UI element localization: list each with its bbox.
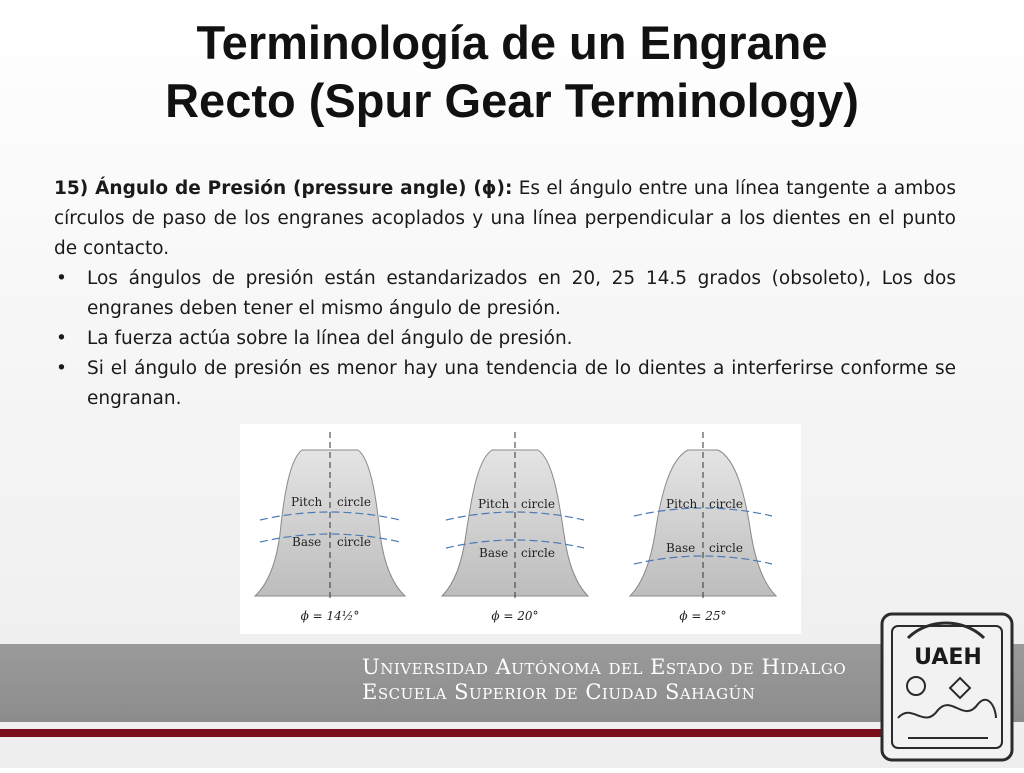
seal-text: UAEH bbox=[914, 645, 982, 670]
footer-red-line bbox=[0, 729, 890, 737]
gear-tooth-14-5 bbox=[255, 432, 405, 623]
angle-label-2: ϕ = 20° bbox=[491, 609, 539, 623]
base-circle-label-2: circle bbox=[521, 546, 555, 560]
bullet-item bbox=[54, 324, 956, 354]
bullet-text: La fuerza actúa sobre la línea del ángulo de presión. bbox=[87, 328, 573, 349]
bullet-dot-icon: • bbox=[56, 358, 67, 379]
gear-tooth-diagram bbox=[240, 424, 801, 634]
bullet-dot-icon: • bbox=[56, 328, 67, 349]
gear-tooth-figure bbox=[240, 424, 801, 634]
pitch-label-3: Pitch bbox=[666, 497, 698, 511]
bullet-item bbox=[54, 264, 956, 324]
gear-tooth-25 bbox=[630, 432, 776, 623]
base-label-3: Base bbox=[666, 541, 696, 555]
bullet-list bbox=[54, 264, 956, 414]
slide-body bbox=[54, 174, 956, 414]
seal-icon bbox=[868, 598, 1024, 768]
angle-label-1: ϕ = 14½° bbox=[300, 609, 360, 623]
bullet-item bbox=[54, 354, 956, 414]
university-seal-logo bbox=[868, 598, 1024, 768]
pitch-circle-label-2: circle bbox=[521, 497, 555, 511]
bullet-text: Los ángulos de presión están estandarizados en 20, 25 14.5 grados (obsoleto), Los dos engranes deben tener el mismo ángulo de presión. bbox=[87, 268, 956, 319]
definition-paragraph bbox=[54, 174, 956, 264]
base-label-1: Base bbox=[292, 535, 322, 549]
pitch-label-1: Pitch bbox=[291, 495, 323, 509]
definition-term: 15) Ángulo de Presión (pressure angle) (ϕ): bbox=[54, 178, 513, 199]
bullet-dot-icon: • bbox=[56, 268, 67, 289]
pitch-label-2: Pitch bbox=[478, 497, 510, 511]
university-name: Universidad Autónoma del Estado de Hidalgo bbox=[362, 655, 847, 679]
definition-text: Es el ángulo entre una línea tangente a ambos círculos de paso de los engranes acoplados y una línea perpendicular a los dientes en el punto de contacto. bbox=[54, 178, 956, 259]
base-circle-label-3: circle bbox=[709, 541, 743, 555]
school-name: Escuela Superior de Ciudad Sahagún bbox=[362, 680, 756, 704]
title-line-1: Terminología de un Engrane bbox=[196, 16, 828, 69]
pitch-circle-label-3: circle bbox=[709, 497, 743, 511]
pitch-circle-label-1: circle bbox=[337, 495, 371, 509]
bullet-text: Si el ángulo de presión es menor hay una tendencia de lo dientes a interferirse conforme se engranan. bbox=[87, 358, 956, 409]
angle-label-3: ϕ = 25° bbox=[679, 609, 727, 623]
base-label-2: Base bbox=[479, 546, 509, 560]
slide-title bbox=[0, 14, 1024, 130]
gear-tooth-20 bbox=[442, 432, 588, 623]
base-circle-label-1: circle bbox=[337, 535, 371, 549]
title-line-2: Recto (Spur Gear Terminology) bbox=[165, 74, 859, 127]
